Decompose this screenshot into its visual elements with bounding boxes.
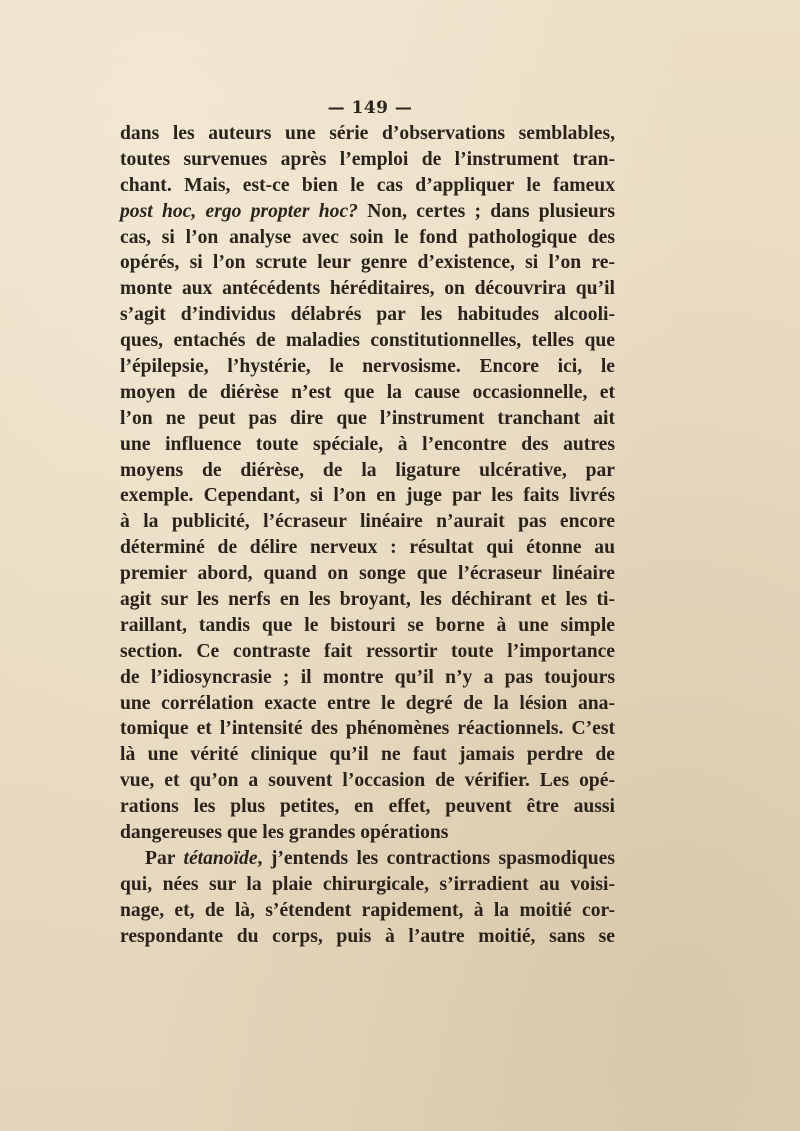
line-remainder: Non, certes ; dans plusieurs [357,200,615,222]
text-line: dans les auteurs une série d’observations semblables, [120,123,615,144]
paragraph-end-line: dangereuses que les grandes opérations [120,822,449,844]
text-line: section. Ce contraste fait ressortir toute l’importance [120,640,615,662]
text-line: opérés, si l’on scrute leur genre d’existence, si l’on re- [120,252,615,274]
line-prefix: Par [145,847,184,869]
text-line: cas, si l’on analyse avec soin le fond pathologique des [120,226,615,248]
text-line: s’agit d’individus délabrés par les habitudes alcooli- [120,304,615,326]
text-line: tomique et l’intensité des phénomènes réactionnels. C’est [120,718,615,740]
italic-phrase: post hoc, ergo propter hoc? [120,200,358,222]
text-line: déterminé de délire nerveux : résultat qui étonne au [120,537,615,559]
text-line: vue, et qu’on a souvent l’occasion de vérifier. Les opé- [120,770,615,792]
text-line: à la publicité, l’écraseur linéaire n’aurait pas encore [120,511,615,533]
paragraph-start-line [120,846,615,872]
body-text [120,121,615,950]
text-line: qui, nées sur la plaie chirurgicale, s’irradient au voisi- [120,873,615,895]
page-number: — 149 — [327,98,413,118]
text-line: une influence toute spéciale, à l’encontre des autres [120,433,615,455]
text-line: ques, entachés de maladies constitutionnelles, telles que [120,330,615,352]
text-line: moyens de diérèse, de la ligature ulcérative, par [120,459,615,481]
text-line: nage, et, de là, s’étendent rapidement, à la moitié cor- [120,899,615,921]
text-line: de l’idiosyncrasie ; il montre qu’il n’y a pas toujours [120,666,615,688]
text-line [120,199,615,225]
italic-term: tétanoïde [183,847,258,869]
text-line: toutes survenues après l’emploi de l’instrument tran- [120,148,615,170]
text-line: agit sur les nerfs en les broyant, les déchirant et les ti- [120,589,615,611]
text-line: là une vérité clinique qu’il ne faut jamais perdre de [120,744,615,766]
text-line: premier abord, quand on songe que l’écraseur linéaire [120,563,615,585]
text-line: monte aux antécédents héréditaires, on découvrira qu’il [120,278,615,300]
text-line: moyen de diérèse n’est que la cause occasionnelle, et [120,381,615,403]
text-line: l’on ne peut pas dire que l’instrument tranchant ait [120,407,615,429]
text-line: rations les plus petites, en effet, peuvent être aussi [120,796,615,818]
text-line: l’épilepsie, l’hystérie, le nervosisme. Encore ici, le [120,356,615,378]
text-line: raillant, tandis que le bistouri se borne à une simple [120,614,615,636]
text-line: exemple. Cependant, si l’on en juge par les faits livrés [120,485,615,507]
text-line: une corrélation exacte entre le degré de la lésion ana- [120,692,615,714]
line-remainder: , j’entends les contractions spasmodiques [257,847,615,869]
text-line: respondante du corps, puis à l’autre moitié, sans se [120,925,615,947]
text-line: chant. Mais, est-ce bien le cas d’appliquer le fameux [120,174,615,196]
